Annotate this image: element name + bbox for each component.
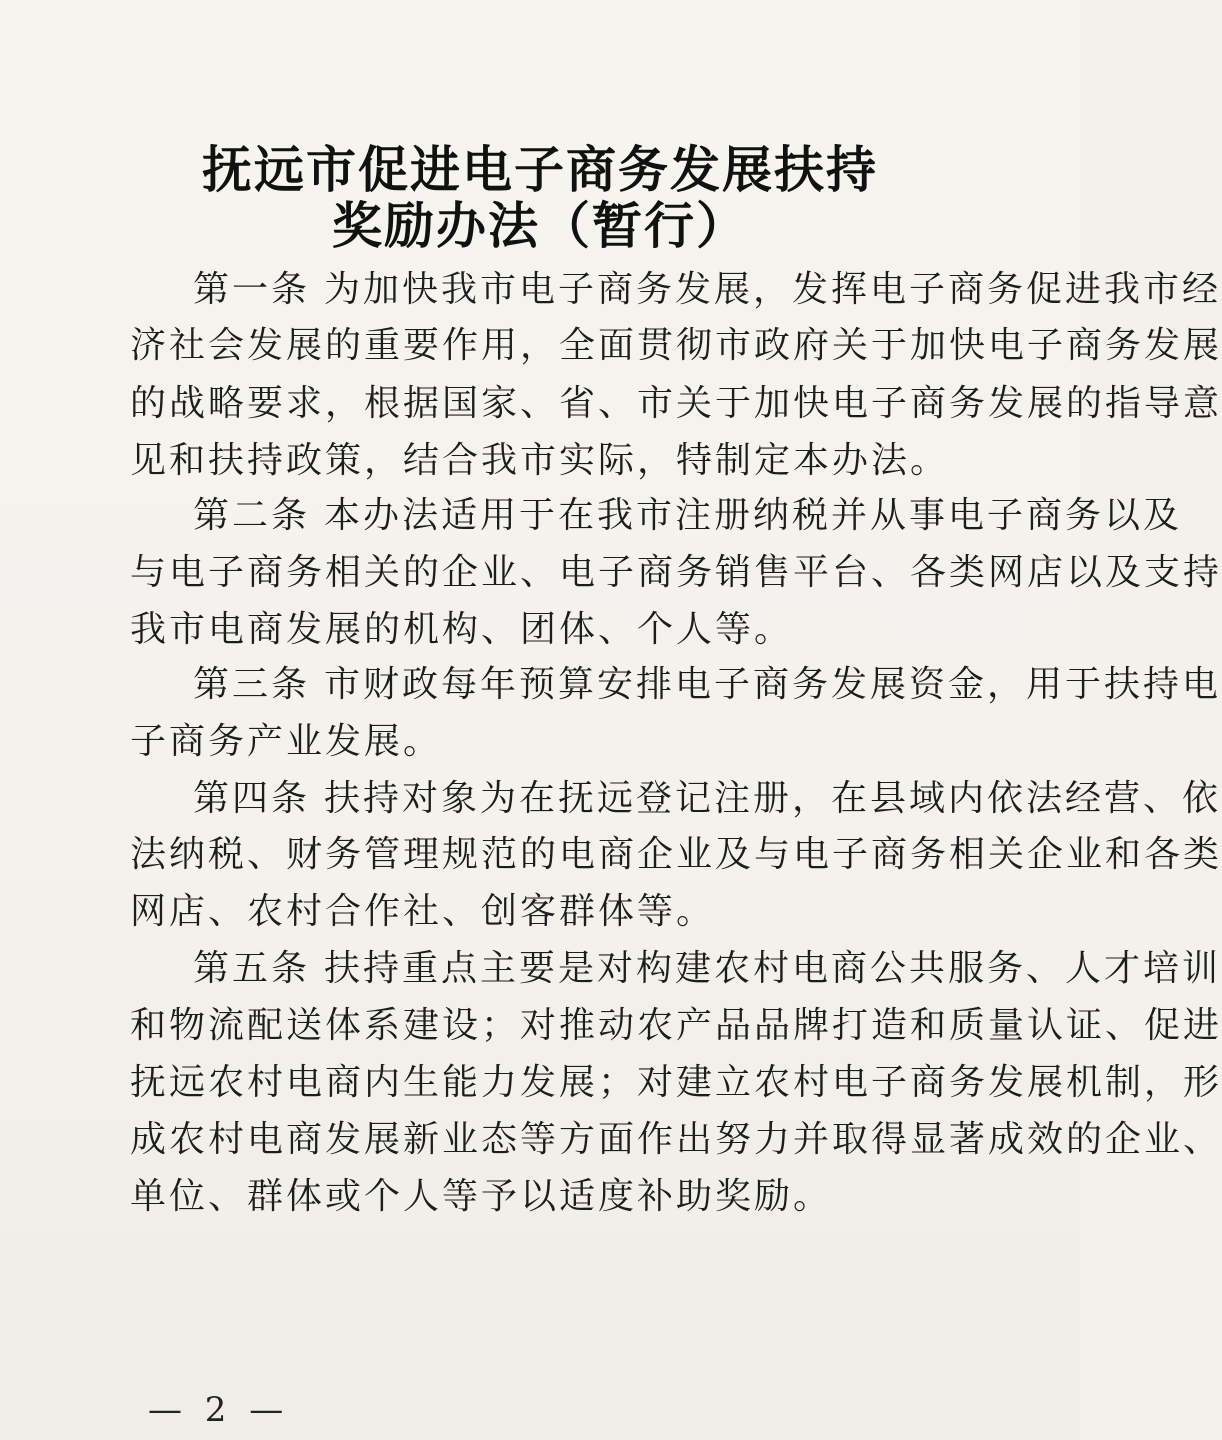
article-5-line-1 (193, 945, 1221, 993)
article-3-text-1: 市财政每年预算安排电子商务发展资金，用于扶持电 (324, 664, 1222, 705)
article-1-line-2: 济社会发展的重要作用，全面贯彻市政府关于加快电子商务发展 (130, 325, 1222, 366)
article-5-line-5: 单位、群体或个人等予以适度补助奖励。 (130, 1176, 833, 1217)
article-1-line-1 (193, 266, 1221, 314)
article-5-number: 第五条 (193, 948, 311, 989)
article-1-number: 第一条 (193, 269, 311, 310)
article-5-line-4: 成农村电商发展新业态等方面作出努力并取得显著成效的企业、 (130, 1119, 1222, 1160)
article-1-text-1: 为加快我市电子商务发展，发挥电子商务促进我市经 (324, 269, 1222, 310)
article-3-line-1 (193, 661, 1221, 709)
article-2-text-1: 本办法适用于在我市注册纳税并从事电子商务以及 (324, 495, 1183, 536)
article-4-line-1 (193, 775, 1221, 823)
article-3-number: 第三条 (193, 664, 311, 705)
article-3-line-2: 子商务产业发展。 (130, 721, 443, 762)
article-1-line-3: 的战略要求，根据国家、省、市关于加快电子商务发展的指导意 (130, 383, 1222, 424)
article-5-text-1: 扶持重点主要是对构建农村电商公共服务、人才培训 (324, 948, 1222, 989)
article-4-text-1: 扶持对象为在抚远登记注册，在县域内依法经营、依 (324, 778, 1222, 819)
page-number: — 2 — (148, 1390, 290, 1430)
article-2-line-1 (193, 492, 1182, 540)
article-4-line-2: 法纳税、财务管理规范的电商企业及与电子商务相关企业和各类 (130, 834, 1222, 875)
article-4-number: 第四条 (193, 778, 311, 819)
article-2-line-2: 与电子商务相关的企业、电子商务销售平台、各类网店以及支持 (130, 552, 1222, 593)
article-5-line-2: 和物流配送体系建设；对推动农产品品牌打造和质量认证、促进 (130, 1005, 1222, 1046)
document-title-line-1: 抚远市促进电子商务发展扶持 (202, 141, 878, 199)
article-5-line-3: 抚远农村电商内生能力发展；对建立农村电子商务发展机制，形 (130, 1062, 1222, 1103)
article-2-line-3: 我市电商发展的机构、团体、个人等。 (130, 609, 794, 650)
article-1-line-4: 见和扶持政策，结合我市实际，特制定本办法。 (130, 440, 950, 481)
document-title-line-2: 奖励办法（暂行） (332, 197, 748, 255)
article-2-number: 第二条 (193, 495, 311, 536)
article-4-line-3: 网店、农村合作社、创客群体等。 (130, 891, 716, 932)
